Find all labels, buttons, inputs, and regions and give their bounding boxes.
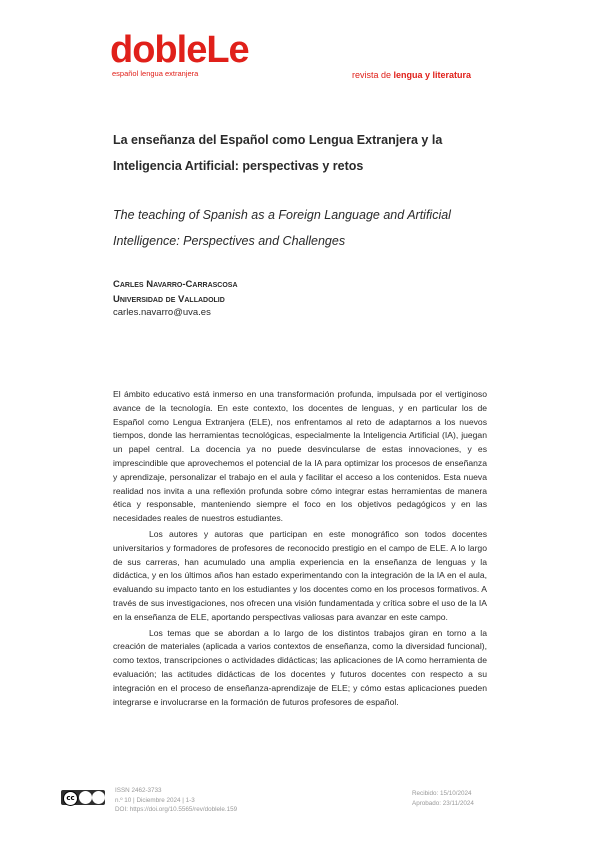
creative-commons-license-icon[interactable] — [61, 790, 105, 805]
noncommercial-icon — [92, 791, 105, 804]
article-title-english: The teaching of Spanish as a Foreign Language and Artificial Intelligence: Perspectives and Challenges — [113, 208, 451, 248]
body-paragraph: Los temas que se abordan a lo largo de los distintos trabajos giran en torno a la creación de materiales (aplicada a varios contextos de enseñanza, como la diversidad funcional), como textos, transcripciones o actividades didácticas; las aplicaciones de IA como herramienta de evaluación; las actitudes didácticas de los docentes y futuros docentes con respecto a su integración en el proceso de enseñanza-aprendizaje de ELE; y cómo estas aplicaciones pueden integrarse e involucrarse en la formación de futuros profesores de español. — [113, 627, 487, 707]
article-title-spanish: La enseñanza del Español como Lengua Extranjera y la Inteligencia Artificial: perspectivas y retos — [113, 133, 443, 173]
approved-date: Aprobado: 23/11/2024 — [412, 800, 474, 807]
journal-logo — [110, 30, 250, 80]
issue-info: n.º 10 | Diciembre 2024 | 1-3 — [115, 797, 195, 804]
journal-bold: lengua y literatura — [393, 70, 472, 80]
cc-icon: cc — [63, 791, 78, 806]
article-body — [113, 388, 487, 709]
logo-wordmark: dobleLe — [110, 29, 249, 71]
attribution-icon — [79, 791, 92, 804]
logo-tagline: español lengua extranjera — [112, 69, 199, 78]
journal-prefix: revista de — [352, 70, 394, 80]
doi-link[interactable]: DOI: https://doi.org/10.5565/rev/doblele.159 — [115, 806, 238, 813]
author-name: Carles Navarro-Carrascosa — [113, 279, 238, 290]
body-paragraph: Los autores y autoras que participan en este monográfico son todos docentes universitarios y formadores de profesores de reconocido prestigio en el campo de ELE. A lo largo de sus carreras, han acumulado una amplia experiencia en la enseñanza de lenguas y la didáctica, y en los últimos años han estado experimentando con la integración de la IA en el aula, evaluando su impacto tanto en los estudiantes y los docentes como en los procesos formativos. A través de sus investigaciones, nos ofrecen una visión fundamentada y crítica sobre el uso de la IA en la enseñanza de ELE, aportando perspectivas valiosas para avanzar en este campo. — [113, 528, 487, 622]
author-affiliation: Universidad de Valladolid — [113, 294, 225, 305]
issn: ISSN 2462-3733 — [115, 787, 162, 794]
received-date: Recibido: 15/10/2024 — [412, 790, 472, 797]
journal-subtitle — [352, 70, 471, 80]
author-email[interactable]: carles.navarro@uva.es — [113, 307, 211, 318]
body-paragraph: El ámbito educativo está inmerso en una transformación profunda, impulsada por el vertiginoso avance de la tecnología. En este contexto, los docentes de lenguas, y en particular los de Español como Lengua Extranjera (ELE), nos enfrentamos al reto de adaptarnos a los nuevos tiempos, donde las herramientas tecnológicas, especialmente la Inteligencia Artificial (IA), juegan un papel central. La docencia ya no puede desvincularse de estas innovaciones, y es imprescindible que aprovechemos el potencial de la IA para optimizar los procesos de enseñanza y aprendizaje, personalizar el trabajo en el aula y facilitar el acceso a los contenidos. Esta nueva realidad nos invita a una reflexión profunda sobre cómo integrar estas herramientas de manera ética y responsable, manteniendo siempre el foco en los objetivos pedagógicos y en las necesidades reales de nuestros estudiantes. — [113, 389, 487, 524]
